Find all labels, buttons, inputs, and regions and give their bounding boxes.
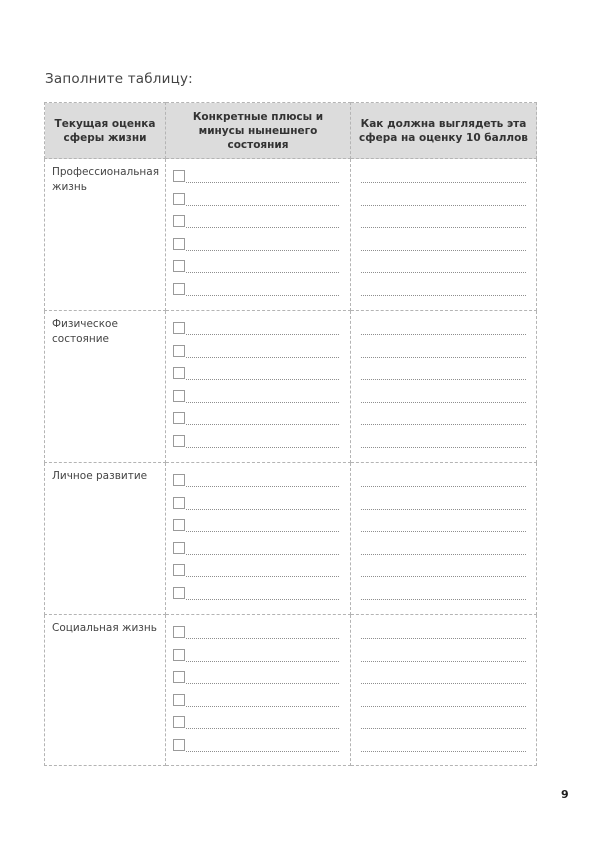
area-cell — [45, 159, 166, 311]
pros-cons-entry — [166, 435, 350, 458]
table-row — [45, 159, 537, 311]
write-in-line[interactable] — [186, 272, 339, 273]
checkbox[interactable] — [173, 564, 185, 576]
pros-cons-entry — [166, 260, 350, 283]
checkbox[interactable] — [173, 626, 185, 638]
write-in-line[interactable] — [186, 205, 339, 206]
write-in-line[interactable] — [361, 661, 526, 662]
checkbox[interactable] — [173, 474, 185, 486]
ideal-state-entry — [351, 542, 536, 565]
write-in-line[interactable] — [361, 447, 526, 448]
checkbox[interactable] — [173, 435, 185, 447]
checkbox[interactable] — [173, 694, 185, 706]
checkbox[interactable] — [173, 519, 185, 531]
pros-cons-list — [166, 311, 350, 458]
pros-cons-entry — [166, 587, 350, 610]
ideal-state-entry — [351, 739, 536, 762]
write-in-line[interactable] — [186, 531, 339, 532]
checkbox[interactable] — [173, 412, 185, 424]
table-header-row — [45, 103, 537, 159]
write-in-line[interactable] — [361, 554, 526, 555]
write-in-line[interactable] — [186, 357, 339, 358]
write-in-line[interactable] — [361, 728, 526, 729]
write-in-line[interactable] — [361, 402, 526, 403]
ideal-state-list — [351, 463, 536, 610]
write-in-line[interactable] — [361, 599, 526, 600]
pros-cons-entry — [166, 283, 350, 306]
pros-cons-list — [166, 159, 350, 306]
ideal-state-entry — [351, 716, 536, 739]
write-in-line[interactable] — [361, 486, 526, 487]
ideal-state-cell — [351, 463, 537, 615]
pros-cons-entry — [166, 716, 350, 739]
write-in-line[interactable] — [361, 182, 526, 183]
checkbox[interactable] — [173, 345, 185, 357]
write-in-line[interactable] — [361, 706, 526, 707]
ideal-state-entry — [351, 412, 536, 435]
header-current-score: Текущая оценка сферы жизни — [45, 103, 166, 159]
checkbox[interactable] — [173, 260, 185, 272]
write-in-line[interactable] — [186, 447, 339, 448]
write-in-line[interactable] — [186, 424, 339, 425]
pros-cons-entry — [166, 626, 350, 649]
ideal-state-entry — [351, 435, 536, 458]
pros-cons-entry — [166, 497, 350, 520]
checkbox[interactable] — [173, 671, 185, 683]
pros-cons-entry — [166, 345, 350, 368]
ideal-state-entry — [351, 626, 536, 649]
write-in-line[interactable] — [361, 509, 526, 510]
ideal-state-entry — [351, 345, 536, 368]
ideal-state-entry — [351, 694, 536, 717]
instruction-text: Заполните таблицу: — [45, 71, 193, 87]
header-ideal-state: Как должна выглядеть эта сфера на оценку 10 баллов — [351, 103, 537, 159]
write-in-line[interactable] — [186, 683, 339, 684]
ideal-state-list — [351, 311, 536, 458]
ideal-state-cell — [351, 615, 537, 766]
pros-cons-entry — [166, 694, 350, 717]
checkbox[interactable] — [173, 238, 185, 250]
ideal-state-entry — [351, 260, 536, 283]
write-in-line[interactable] — [361, 683, 526, 684]
pros-cons-entry — [166, 170, 350, 193]
write-in-line[interactable] — [186, 227, 339, 228]
ideal-state-entry — [351, 497, 536, 520]
write-in-line[interactable] — [186, 706, 339, 707]
checkbox[interactable] — [173, 716, 185, 728]
checkbox[interactable] — [173, 542, 185, 554]
ideal-state-entry — [351, 193, 536, 216]
pros-cons-entry — [166, 542, 350, 565]
area-cell — [45, 311, 166, 463]
write-in-line[interactable] — [186, 334, 339, 335]
table-row — [45, 311, 537, 463]
write-in-line[interactable] — [361, 379, 526, 380]
write-in-line[interactable] — [361, 424, 526, 425]
write-in-line[interactable] — [361, 638, 526, 639]
pros-cons-entry — [166, 238, 350, 261]
write-in-line[interactable] — [186, 250, 339, 251]
write-in-line[interactable] — [186, 182, 339, 183]
life-areas-table — [44, 102, 536, 763]
pros-cons-entry — [166, 412, 350, 435]
pros-cons-cell — [166, 311, 351, 463]
table-row — [45, 615, 537, 766]
write-in-line[interactable] — [186, 486, 339, 487]
checkbox[interactable] — [173, 193, 185, 205]
ideal-state-entry — [351, 564, 536, 587]
ideal-state-list — [351, 615, 536, 762]
write-in-line[interactable] — [361, 357, 526, 358]
write-in-line[interactable] — [361, 751, 526, 752]
checkbox[interactable] — [173, 739, 185, 751]
area-cell — [45, 463, 166, 615]
pros-cons-entry — [166, 193, 350, 216]
ideal-state-entry — [351, 283, 536, 306]
pros-cons-list — [166, 615, 350, 762]
checkbox[interactable] — [173, 587, 185, 599]
write-in-line[interactable] — [186, 728, 339, 729]
pros-cons-entry — [166, 390, 350, 413]
checkbox[interactable] — [173, 649, 185, 661]
ideal-state-entry — [351, 649, 536, 672]
checkbox[interactable] — [173, 283, 185, 295]
pros-cons-entry — [166, 215, 350, 238]
write-in-line[interactable] — [361, 205, 526, 206]
pros-cons-cell — [166, 463, 351, 615]
ideal-state-entry — [351, 322, 536, 345]
write-in-line[interactable] — [361, 295, 526, 296]
pros-cons-entry — [166, 649, 350, 672]
ideal-state-cell — [351, 159, 537, 311]
pros-cons-entry — [166, 519, 350, 542]
page-number: 9 — [561, 788, 569, 801]
write-in-line[interactable] — [186, 295, 339, 296]
checkbox[interactable] — [173, 215, 185, 227]
area-name: Профессиональная жизнь — [52, 166, 160, 193]
write-in-line[interactable] — [186, 599, 339, 600]
pros-cons-cell — [166, 159, 351, 311]
ideal-state-entry — [351, 474, 536, 497]
table-row — [45, 463, 537, 615]
ideal-state-entry — [351, 367, 536, 390]
ideal-state-entry — [351, 671, 536, 694]
write-in-line[interactable] — [186, 402, 339, 403]
ideal-state-entry — [351, 587, 536, 610]
pros-cons-entry — [166, 671, 350, 694]
write-in-line[interactable] — [361, 334, 526, 335]
pros-cons-entry — [166, 367, 350, 390]
checkbox[interactable] — [173, 367, 185, 379]
pros-cons-entry — [166, 322, 350, 345]
checkbox[interactable] — [173, 390, 185, 402]
write-in-line[interactable] — [361, 227, 526, 228]
write-in-line[interactable] — [186, 751, 339, 752]
ideal-state-list — [351, 159, 536, 306]
write-in-line[interactable] — [361, 576, 526, 577]
checkbox[interactable] — [173, 170, 185, 182]
write-in-line[interactable] — [361, 531, 526, 532]
write-in-line[interactable] — [186, 638, 339, 639]
area-name: Личное развитие — [52, 470, 148, 482]
pros-cons-cell — [166, 615, 351, 766]
header-pros-cons: Конкретные плюсы и минусы нынешнего состояния — [166, 103, 351, 159]
ideal-state-entry — [351, 519, 536, 542]
write-in-line[interactable] — [186, 379, 339, 380]
area-cell — [45, 615, 166, 766]
write-in-line[interactable] — [361, 272, 526, 273]
pros-cons-entry — [166, 474, 350, 497]
area-name: Физическое состояние — [52, 318, 118, 345]
pros-cons-entry — [166, 739, 350, 762]
area-name: Социальная жизнь — [52, 622, 157, 634]
ideal-state-entry — [351, 238, 536, 261]
write-in-line[interactable] — [186, 661, 339, 662]
checkbox[interactable] — [173, 497, 185, 509]
write-in-line[interactable] — [186, 509, 339, 510]
write-in-line[interactable] — [186, 576, 339, 577]
ideal-state-entry — [351, 215, 536, 238]
write-in-line[interactable] — [186, 554, 339, 555]
ideal-state-cell — [351, 311, 537, 463]
pros-cons-entry — [166, 564, 350, 587]
ideal-state-entry — [351, 390, 536, 413]
write-in-line[interactable] — [361, 250, 526, 251]
pros-cons-list — [166, 463, 350, 610]
checkbox[interactable] — [173, 322, 185, 334]
ideal-state-entry — [351, 170, 536, 193]
